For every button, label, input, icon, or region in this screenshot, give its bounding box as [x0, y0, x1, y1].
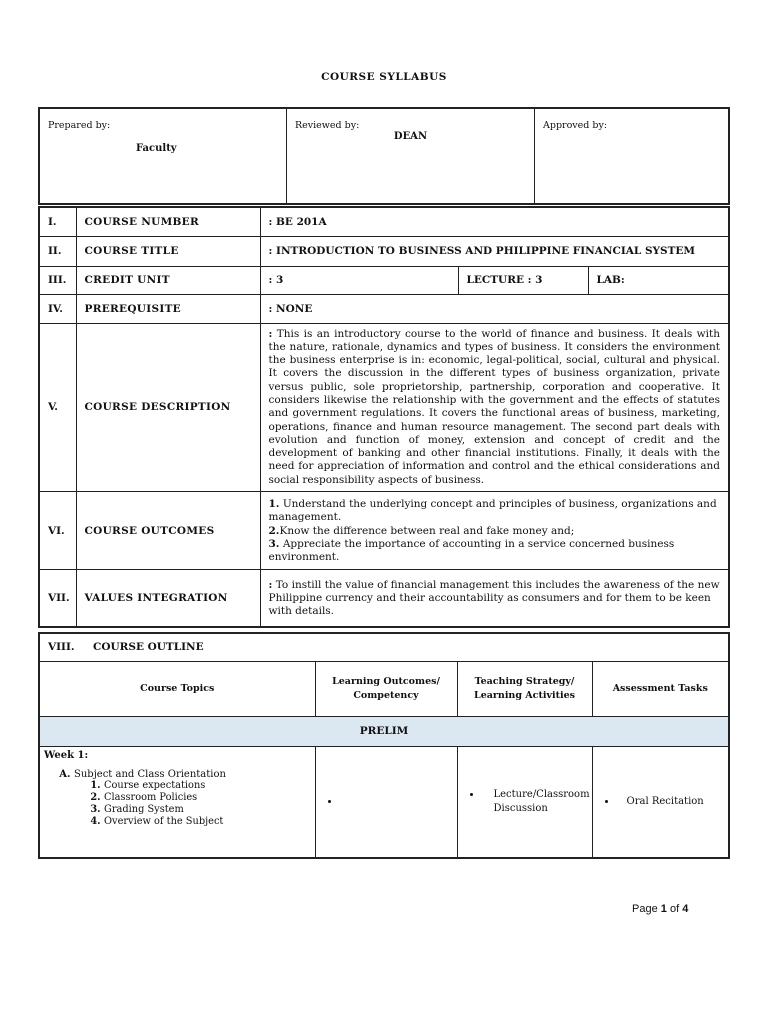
outcome-item: 3. Appreciate the importance of accounting in a service concerned business environment.: [268, 537, 675, 564]
outcomes-bullets: [316, 795, 457, 809]
credit-unit-row: [39, 266, 729, 294]
course-outline-title: VIII. COURSE OUTLINE: [39, 633, 729, 661]
col-course-topics: Course Topics: [39, 661, 315, 716]
strategy-bullets: [458, 788, 592, 816]
topic-item: A. Subject and Class Orientation 1. Course expectations 2. Classroom Policies 3. Grading System 4. Overview of the Subject: [74, 769, 311, 828]
topic-list: [44, 769, 311, 828]
course-title-value: : INTRODUCTION TO BUSINESS AND PHILIPPINE FINANCIAL SYSTEM: [260, 236, 729, 266]
subtopic-item: 3. Grading System: [104, 804, 311, 816]
week-strategy-cell: [457, 746, 592, 858]
bullet-item: [340, 795, 457, 809]
reviewed-by-label: Reviewed by:: [295, 120, 360, 131]
course-number-row: [39, 207, 729, 236]
week-row: [39, 746, 729, 858]
prerequisite-value: : NONE: [260, 294, 729, 323]
course-description-text: : This is an introductory course to the world of finance and business. It deals with the nature, rationale, dynamics and types of business. It considers the environment the business enterprise is in: economic, legal-political, social, cultural and physical. It covers the discussion in the different types of business organization, private versus public, sole proprietorship, partnership, corporation and cooperative. It considers likewise the relationship with the government and the effects of statutes and government regulations. It covers the functional areas of business, marketing, operations, finance and human resource management. The second part deals with evolution and function of money, extension and concept of credit and the development of banking and other financial institutions. Finally, it deals with the need for appreciation of information and control and the ethical considerations and social responsibility aspects of business.: [260, 323, 729, 492]
prelim-label: PRELIM: [39, 716, 729, 746]
course-number-value: : BE 201A: [260, 207, 729, 236]
course-outline-header: [39, 633, 729, 661]
subtopic-item: 1. Course expectations: [104, 780, 311, 792]
course-title-row: [39, 236, 729, 266]
row-label: COURSE OUTCOMES: [76, 492, 260, 570]
reviewed-by-cell: [287, 108, 535, 204]
week-label: Week 1:: [44, 749, 89, 761]
prepared-by-label: Prepared by:: [48, 120, 111, 131]
subtopic-item: 4. Overview of the Subject: [104, 816, 311, 828]
row-label: COURSE DESCRIPTION: [76, 323, 260, 492]
col-assessment-tasks: Assessment Tasks: [592, 661, 729, 716]
course-outline-table: [38, 632, 730, 859]
row-numeral: III.: [39, 266, 76, 294]
col-learning-outcomes: Learning Outcomes/ Competency: [315, 661, 457, 716]
row-label: COURSE TITLE: [76, 236, 260, 266]
approved-by-cell: [535, 108, 730, 204]
outcome-item: 1. Understand the underlying concept and principles of business, organizations and management.: [268, 498, 717, 524]
assessment-bullets: [593, 795, 729, 809]
outline-column-headers: [39, 661, 729, 716]
page-number: Page 1 of 4: [632, 903, 689, 915]
course-info-table: [38, 206, 730, 628]
row-label: CREDIT UNIT: [76, 266, 260, 294]
approval-table: [38, 107, 730, 205]
prerequisite-row: [39, 294, 729, 323]
row-numeral: VII.: [39, 570, 76, 627]
values-integration-row: [39, 570, 729, 627]
course-outcomes-list: [260, 492, 729, 570]
week-assessment-cell: [592, 746, 729, 858]
prepared-by-value: Faculty: [136, 143, 177, 154]
lecture-units: LECTURE : 3: [458, 266, 588, 294]
prelim-row: [39, 716, 729, 746]
row-label: VALUES INTEGRATION: [76, 570, 260, 627]
approved-by-label: Approved by:: [543, 120, 608, 131]
row-label: COURSE NUMBER: [76, 207, 260, 236]
assessment-item: • Oral Recitation: [617, 795, 729, 809]
week-topics-cell: [39, 746, 315, 858]
week-outcomes-cell: [315, 746, 457, 858]
row-numeral: V.: [39, 323, 76, 492]
row-numeral: II.: [39, 236, 76, 266]
lab-units: LAB:: [588, 266, 729, 294]
subtopic-item: 2. Classroom Policies: [104, 792, 311, 804]
credit-unit-value: : 3: [260, 266, 458, 294]
strategy-item: • Lecture/Classroom Discussion: [482, 788, 592, 816]
outcome-item: 2.Know the difference between real and fake money and;: [268, 524, 575, 537]
values-integration-text: : To instill the value of financial management this includes the awareness of the new Philippine currency and their accountability as consumers and for them to be keen with details.: [260, 570, 729, 627]
row-label: PREREQUISITE: [76, 294, 260, 323]
course-outcomes-row: [39, 492, 729, 570]
col-teaching-strategy: Teaching Strategy/ Learning Activities: [457, 661, 592, 716]
row-numeral: IV.: [39, 294, 76, 323]
subtopic-list: [74, 780, 311, 828]
row-numeral: I.: [39, 207, 76, 236]
document-title: COURSE SYLLABUS: [321, 71, 447, 83]
reviewed-by-value: DEAN: [393, 131, 428, 142]
course-description-row: [39, 323, 729, 492]
row-numeral: VI.: [39, 492, 76, 570]
prepared-by-cell: [39, 108, 287, 204]
